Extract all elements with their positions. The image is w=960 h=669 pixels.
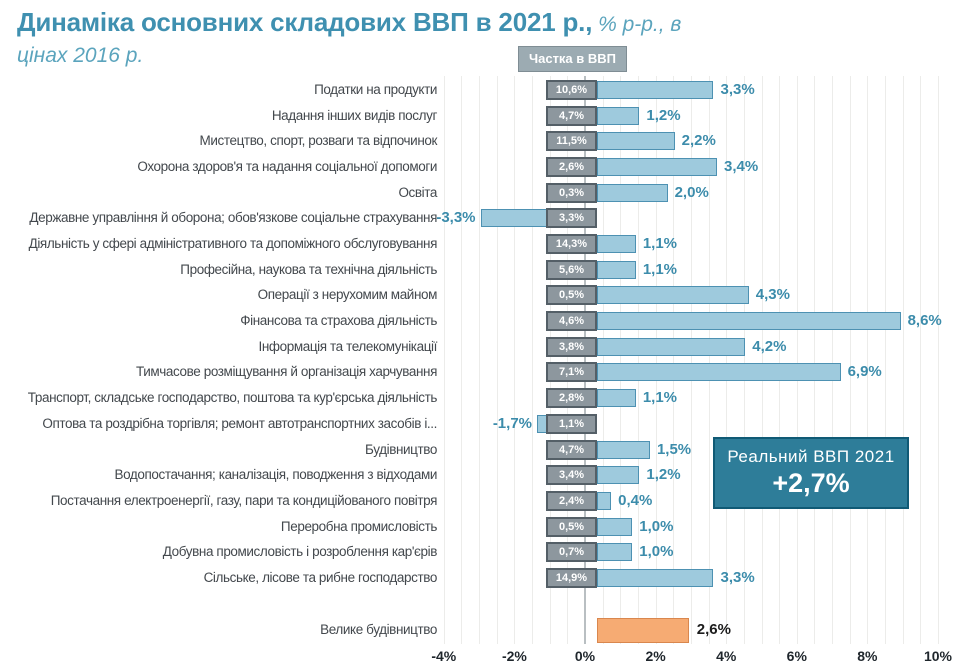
share-badge: 14,3% — [546, 234, 597, 254]
share-badge: 3,3% — [546, 208, 597, 228]
special-bar — [597, 618, 689, 643]
title-line2-text: цінах 2016 р. — [17, 44, 144, 67]
share-badge: 4,7% — [546, 440, 597, 460]
value-label: 8,6% — [907, 312, 942, 330]
row-label: Переробна промисловість — [280, 518, 437, 534]
value-label: 3,4% — [724, 158, 759, 176]
share-badge: 0,7% — [546, 542, 597, 562]
row-label: Податки на продукти — [314, 82, 437, 97]
value-label: 2,0% — [674, 183, 709, 201]
gridline — [797, 76, 798, 644]
row-label: Будівництво — [365, 441, 437, 457]
row-label: Інформація та телекомунікації — [258, 338, 437, 354]
gridline — [920, 76, 921, 644]
bar — [597, 184, 668, 202]
value-label: 1,1% — [642, 235, 678, 253]
share-badge: 5,6% — [546, 260, 597, 280]
special-row-label: Велике будівництво — [320, 622, 437, 637]
axis-tick-label: 4% — [716, 648, 737, 664]
row-label: Державне управління й оборона; обов'язкове соціальне страхування — [29, 210, 437, 226]
row-label: Транспорт, складське господарство, поштова та кур'єрська діяльність — [27, 390, 437, 406]
axis-tick-label: 10% — [923, 648, 953, 664]
real-gdp-badge-value: +2,7% — [772, 468, 850, 498]
gridline — [532, 76, 533, 644]
bar — [597, 441, 650, 459]
value-label: 6,9% — [847, 363, 882, 381]
share-badge: 2,4% — [546, 491, 597, 511]
row-label: Тимчасове розміщування й організація харчування — [136, 364, 437, 380]
axis-tick-label: 2% — [645, 648, 666, 664]
value-label: 4,2% — [752, 337, 787, 355]
axis-tick-label: 0% — [574, 648, 596, 664]
bar — [597, 286, 749, 304]
bar — [597, 312, 901, 330]
value-label: 1,2% — [646, 466, 681, 484]
value-label: 1,1% — [642, 260, 678, 278]
row-label: Сільське, лісове та рибне господарство — [203, 569, 437, 585]
share-badge: 4,6% — [546, 311, 597, 331]
gridline — [479, 76, 480, 644]
share-badge: 0,5% — [546, 517, 597, 537]
gridline — [779, 76, 780, 644]
share-column-header: Частка в ВВП — [518, 46, 627, 72]
axis-tick-label: -4% — [431, 648, 457, 664]
value-label: 1,0% — [639, 543, 674, 561]
row-label: Добувна промисловість і розроблення кар'єрів — [162, 544, 437, 560]
bar — [597, 466, 639, 484]
row-label: Професійна, наукова та технічна діяльність — [180, 261, 437, 277]
real-gdp-badge-title: Реальний ВВП 2021 — [727, 447, 895, 466]
row-label: Операції з нерухомим майном — [257, 287, 437, 303]
gridline — [938, 76, 939, 644]
value-label: 4,3% — [755, 286, 790, 304]
share-badge: 0,5% — [546, 285, 597, 305]
value-label: 1,5% — [656, 440, 692, 458]
gridline — [814, 76, 815, 644]
axis-tick-label: -2% — [501, 648, 527, 664]
share-badge: 14,9% — [546, 568, 597, 588]
share-badge: 11,5% — [546, 131, 597, 151]
real-gdp-badge — [713, 437, 909, 509]
bar — [597, 81, 713, 99]
share-badge: 1,1% — [546, 414, 597, 434]
bar — [597, 338, 745, 356]
row-label: Водопостачання; каналізація, поводження з відходами — [114, 467, 437, 483]
bar — [597, 363, 841, 381]
title-text: Динаміка основних складових ВВП в 2021 р., — [17, 7, 593, 37]
bar — [597, 492, 611, 510]
gridline — [497, 76, 498, 644]
value-label: 0,4% — [618, 491, 653, 509]
gridline — [867, 76, 868, 644]
row-label: Охорона здоров'я та надання соціальної допомоги — [137, 159, 437, 175]
gridline — [903, 76, 904, 644]
value-label: 1,2% — [646, 106, 681, 124]
row-label: Надання інших видів послуг — [271, 107, 437, 123]
bar — [597, 107, 639, 125]
bar — [597, 158, 717, 176]
row-label: Оптова та роздрібна торгівля; ремонт автотранспортних засобів і... — [42, 415, 437, 431]
value-label: 1,1% — [642, 389, 678, 407]
row-label: Постачання електроенергії, газу, пари та кондиційованого повітря — [50, 492, 437, 508]
row-label: Діяльність у сфері адміністративного та допоміжного обслуговування — [28, 236, 437, 252]
share-badge: 3,4% — [546, 465, 597, 485]
share-badge: 2,8% — [546, 388, 597, 408]
gridline — [850, 76, 851, 644]
share-badge: 2,6% — [546, 157, 597, 177]
bar — [597, 569, 713, 587]
gridline — [762, 76, 763, 644]
row-label: Фінансова та страхова діяльність — [240, 313, 437, 329]
share-badge: 10,6% — [546, 80, 597, 100]
row-label: Освіта — [398, 184, 437, 200]
bar — [597, 543, 632, 561]
value-label: 1,0% — [639, 517, 674, 535]
value-label: -1,7% — [492, 414, 532, 432]
gridline — [514, 76, 515, 644]
gridline — [444, 76, 445, 644]
row-label: Мистецтво, спорт, розваги та відпочинок — [199, 133, 437, 149]
bar — [597, 235, 636, 253]
value-label: 3,3% — [720, 568, 755, 586]
title-suffix-text: % р-р., в — [592, 13, 682, 36]
value-label: 3,3% — [720, 81, 755, 98]
special-value-label: 2,6% — [696, 621, 731, 638]
gridline — [885, 76, 886, 644]
gridline — [461, 76, 462, 644]
axis-tick-label: 8% — [857, 648, 878, 664]
bar — [597, 518, 632, 536]
share-badge: 3,8% — [546, 337, 597, 357]
bar — [597, 389, 636, 407]
value-label: 2,2% — [681, 132, 716, 150]
share-badge: 7,1% — [546, 362, 597, 382]
bar — [597, 132, 675, 150]
page-title — [17, 6, 917, 69]
bar — [597, 261, 636, 279]
axis-tick-label: 6% — [786, 648, 807, 664]
share-badge: 4,7% — [546, 106, 597, 126]
gridline — [832, 76, 833, 644]
share-badge: 0,3% — [546, 183, 597, 203]
value-label: -3,3% — [436, 209, 476, 227]
